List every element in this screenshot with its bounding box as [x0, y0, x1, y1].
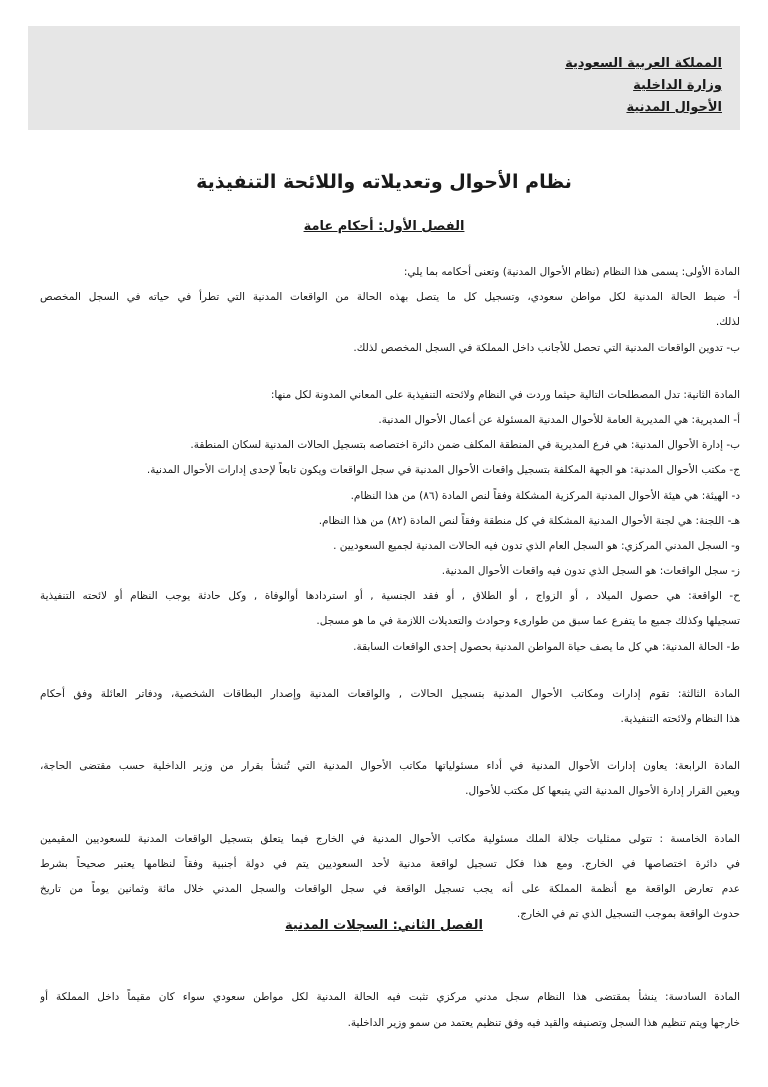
article-2-line: ز- سجل الواقعات: هو السجل الذي تدون فيه واقعات الأحوال المدنية.: [441, 565, 740, 578]
article-4-line: المادة الرابعة: يعاون إدارات الأحوال المدنية في أداء مسئولياتها مكاتب الأحوال المدنية التي تُنشأ بقرار من وزير الداخلية حسب مقتضى الحاجة،: [40, 760, 740, 773]
article-6-line: خارجها ويتم تنظيم هذا السجل وتصنيفه والقيد فيه وفق تنظيم يعتمد من سمو وزير الداخلية.: [347, 1016, 740, 1029]
article-1-line: ب- تدوين الواقعات المدنية التي تحصل للأجانب داخل المملكة في السجل المخصص لذلك.: [353, 341, 740, 354]
article-5-line: عدم تعارض الواقعة مع أنظمة المملكة على أنه يجب تسجيل الواقعة في سجل الواقعات والسجل المدني خلال مائة وثمانين يوماً من تاريخ: [40, 882, 740, 895]
article-2-line: ب- إدارة الأحوال المدنية: هي فرع المديرية في المنطقة المكلف ضمن دائرة اختصاصه بتسجيل الحالات المدنية لسكان المنطقة.: [190, 439, 740, 452]
document-title: نظام الأحوال وتعديلاته واللائحة التنفيذية: [196, 171, 572, 193]
article-1-line: أ- ضبط الحالة المدنية لكل مواطن سعودي، وتسجيل كل ما يتصل بهذه الحالة من الواقعات المدنية التي تطرأ في حياته في السجل المخصص: [40, 291, 740, 304]
article-2-line: ط- الحالة المدنية: هي كل ما يصف حياة المواطن المدنية بحصول إحدى الواقعات السابقة.: [353, 640, 740, 653]
paragraph-gap: [40, 361, 740, 383]
article-3-line: هذا النظام ولائحته التنفيذية.: [620, 713, 740, 725]
article-2: [40, 383, 740, 660]
article-2-line: هـ- اللجنة: هي لجنة الأحوال المدنية المشكلة في كل منطقة وفقاً لنص المادة (٨٢) من هذا النظام.: [318, 514, 740, 527]
article-5: [40, 827, 740, 928]
header-kingdom: المملكة العربية السعودية: [565, 56, 722, 71]
article-4-line: ويعين القرار إدارة الأحوال المدنية التي يتبعها كل مكتب للأحوال.: [465, 785, 740, 798]
paragraph-gap: [40, 805, 740, 827]
paragraph-gap: [40, 660, 740, 682]
article-2-line: المادة الثانية: تدل المصطلحات التالية حيثما وردت في النظام ولائحته التنفيذية على المعاني المدونة لكل منها:: [270, 388, 740, 401]
header-box: [28, 26, 740, 130]
article-3: [40, 682, 740, 732]
article-4: [40, 754, 740, 804]
article-3-line: المادة الثالثة: تقوم إدارات ومكاتب الأحوال المدنية بتسجيل الحالات , والواقعات المدنية وإصدار البطاقات الشخصية، ودفاتر العائلة وفق أحكام: [40, 687, 740, 700]
article-2-line: تسجيلها وكذلك جميع ما يتفرع عما سبق من طوارىء وحوادث والتعديلات اللازمة في ما هو مسجل.: [316, 615, 740, 628]
article-1: [40, 260, 740, 361]
article-2-line: د- الهيئة: هي هيئة الأحوال المدنية المركزية المشكلة وفقاً لنص المادة (٨٦) من هذا النظام.: [350, 489, 740, 502]
article-2-line: أ- المديرية: هي المديرية العامة للأحوال المدنية المسئولة عن أعمال الأحوال المدنية.: [378, 413, 740, 426]
article-5-line: في دائرة اختصاصها في الخارج. ومع هذا فكل تسجيل لواقعة مدنية لأحد السعوديين يتم في دولة أجنبية وفقاً لنظامها يعتبر صحيحاً بشرط: [40, 857, 740, 870]
article-6: [40, 985, 740, 1035]
article-2-line: ج- مكتب الأحوال المدنية: هو الجهة المكلفة بتسجيل واقعات الأحوال المدنية في سجل الواقعات ويكون تابعاً لإحدى إدارات الأحوال المدنية.: [146, 464, 740, 477]
article-2-line: و- السجل المدني المركزي: هو السجل العام الذي تدون فيه الحالات المدنية لجميع السعوديين .: [333, 539, 740, 552]
chapter-2-title: الفصل الثاني: السجلات المدنية: [285, 918, 483, 933]
article-6-line: المادة السادسة: ينشأ بمقتضى هذا النظام سجل مدني مركزي تثبت فيه الحالة المدنية لكل مواطن سعودي سواء كان مقيماً داخل المملكة أو: [40, 991, 740, 1004]
article-5-line: المادة الخامسة : تتولى ممثليات جلالة الملك مسئولية مكاتب الأحوال المدنية في الخارج فيما يتعلق بتسجيل الواقعات المدنية للسعوديين المقيمين: [40, 832, 740, 845]
article-1-line: لذلك.: [715, 316, 740, 329]
paragraph-gap: [40, 732, 740, 754]
header-ministry: وزارة الداخلية: [633, 78, 722, 93]
article-2-line: ح- الواقعة: هي حصول الميلاد , أو الزواج , أو الطلاق , أو فقد الجنسية , أو استردادها أوالوفاة , وكل حادثة يوجب النظام أو لائحته التنفيذية: [40, 590, 740, 603]
article-5-line: حدوث الواقعة بموجب التسجيل الذي تم في الخارج.: [516, 908, 740, 921]
chapter-1-title: الفصل الأول: أحكام عامة: [303, 219, 465, 234]
header-department: الأحوال المدنية: [626, 100, 722, 115]
article-1-line: المادة الأولى: يسمى هذا النظام (نظام الأحوال المدنية) وتعنى أحكامه بما يلي:: [403, 266, 740, 278]
